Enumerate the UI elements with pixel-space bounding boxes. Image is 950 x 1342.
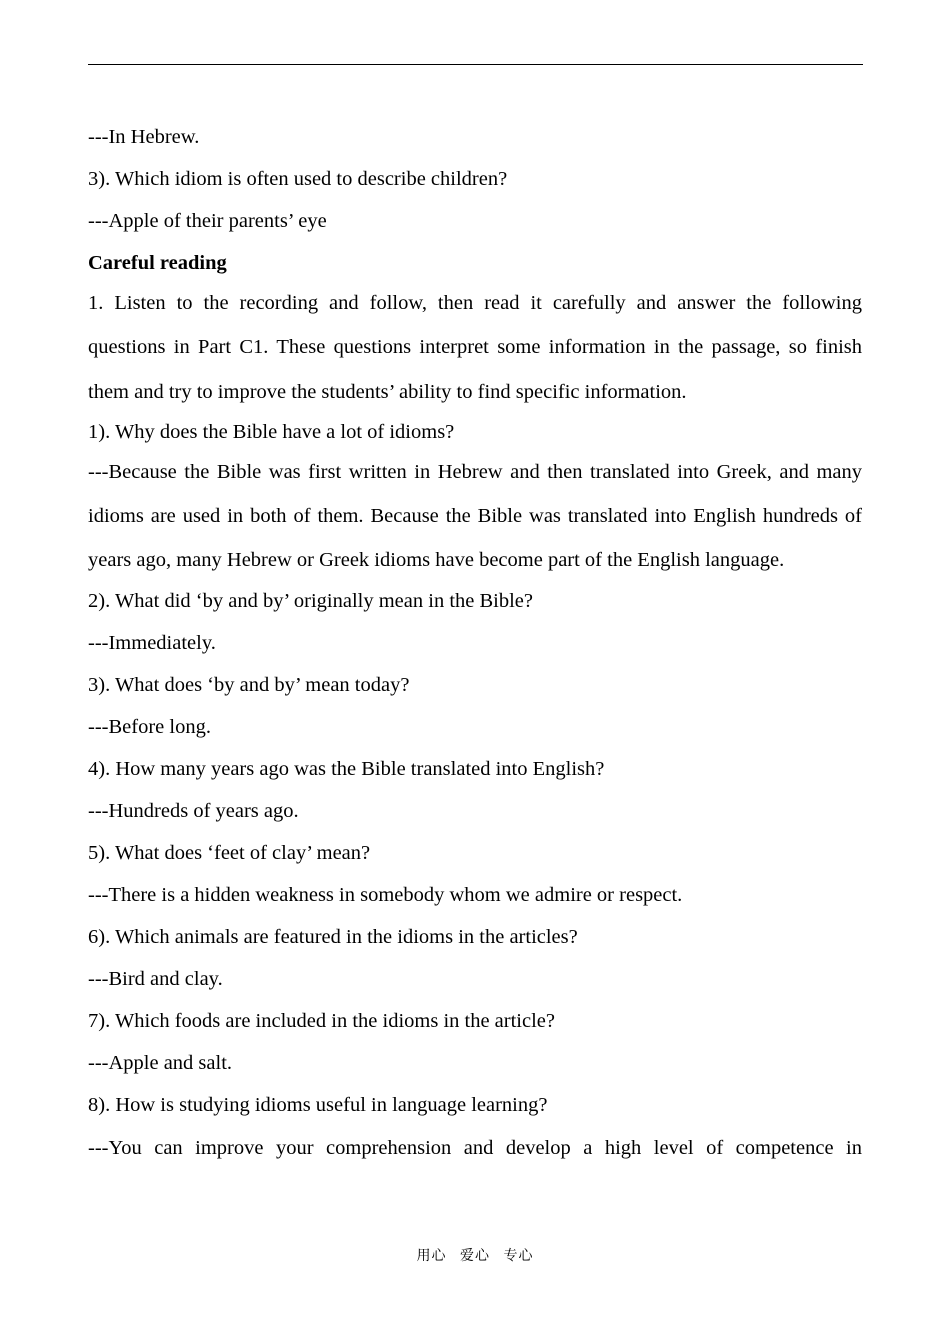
- page-footer: 用心 爱心 专心: [416, 1248, 534, 1264]
- question-line: 5). What does ‘feet of clay’ mean?: [88, 841, 371, 864]
- question-line: 6). Which animals are featured in the idioms in the articles?: [88, 925, 578, 948]
- section-heading: Careful reading: [88, 252, 227, 274]
- answer-line: ---Before long.: [88, 715, 211, 738]
- answer-line: ---Immediately.: [88, 631, 216, 654]
- header-rule: [88, 64, 863, 65]
- answer-partial-line: ---You can improve your comprehension and develop a high level of competence in: [88, 1136, 862, 1159]
- question-line: 3). Which idiom is often used to describe children?: [88, 168, 508, 190]
- answer-line: ---Apple and salt.: [88, 1051, 233, 1074]
- question-line: 7). Which foods are included in the idioms in the article?: [88, 1009, 555, 1032]
- answer-line: ---Bird and clay.: [88, 967, 223, 990]
- question-line: 4). How many years ago was the Bible translated into English?: [88, 757, 605, 780]
- instruction-block: [88, 281, 862, 414]
- answer-paragraph: ---Because the Bible was first written in Hebrew and then translated into Greek, and many idioms are used in both of them. Because the Bible was translated into English hundreds of years ago, many Hebrew or Greek idioms have become part of the English language.: [88, 460, 862, 572]
- answer-line: ---Hundreds of years ago.: [88, 799, 299, 822]
- instruction-paragraph: 1. Listen to the recording and follow, then read it carefully and answer the following questions in Part C1. These questions interpret some information in the passage, so finish them and try to improve the students’ ability to find specific information.: [88, 292, 862, 403]
- question-line: 1). Why does the Bible have a lot of idioms?: [88, 420, 455, 443]
- question-line: 3). What does ‘by and by’ mean today?: [88, 673, 410, 696]
- question-line: 2). What did ‘by and by’ originally mean in the Bible?: [88, 589, 534, 612]
- answer-line: ---Apple of their parents’ eye: [88, 210, 327, 232]
- document-body: [88, 116, 862, 1170]
- answer-block: [88, 450, 862, 583]
- answer-line: ---There is a hidden weakness in somebody whom we admire or respect.: [88, 883, 683, 906]
- answer-line: ---In Hebrew.: [88, 126, 200, 148]
- question-line: 8). How is studying idioms useful in language learning?: [88, 1093, 548, 1116]
